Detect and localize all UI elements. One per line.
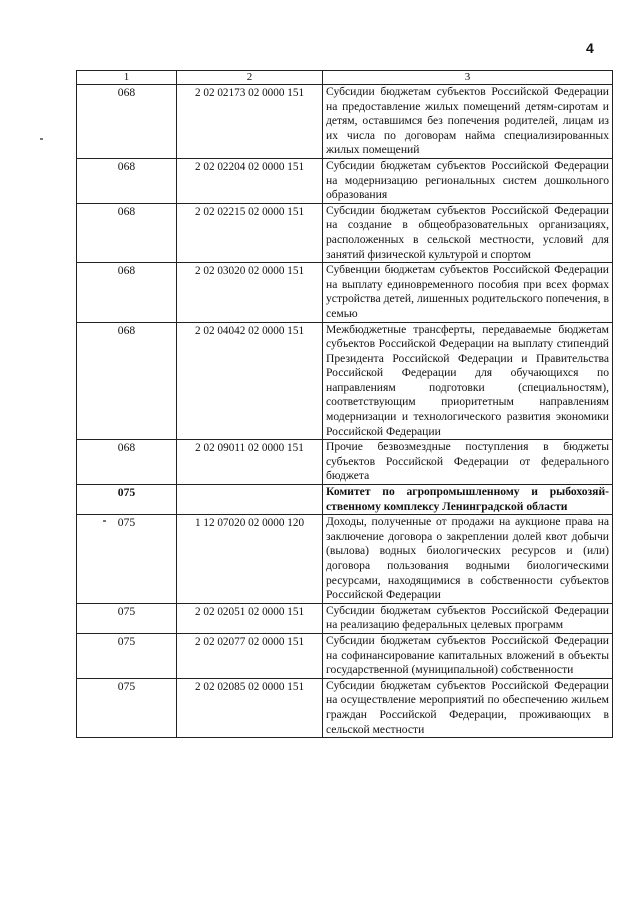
revenue-code-cell xyxy=(177,485,323,515)
admin-code-cell: 068 xyxy=(77,263,177,322)
table-row xyxy=(77,678,613,737)
revenue-description-cell: Субсидии бюджетам субъектов Российской Федерации на софинансирование капитальных вложений в объекты государственной (муниципальной) собственности xyxy=(323,633,613,678)
admin-code-cell: 075 xyxy=(77,678,177,737)
revenue-description-cell: Субвенции бюджетам субъектов Российской Федерации на выплату единовременного пособия при всех формах устройства детей, лишенных родительского попечения, в семью xyxy=(323,263,613,322)
admin-code-cell: 068 xyxy=(77,158,177,203)
column-header-3: 3 xyxy=(323,71,613,85)
table-row xyxy=(77,485,613,515)
revenue-description-cell: Субсидии бюджетам субъектов Российской Федерации на осуществление мероприятий по обеспечению жильем граждан Российской Федерации, проживающих в сельской местности xyxy=(323,678,613,737)
margin-mark xyxy=(103,520,106,522)
admin-code-cell: 068 xyxy=(77,322,177,440)
revenue-description-cell: Субсидии бюджетам субъектов Российской Федерации на реализацию федеральных целевых программ xyxy=(323,603,613,633)
margin-mark xyxy=(40,138,43,140)
revenue-code-cell: 2 02 02215 02 0000 151 xyxy=(177,203,323,262)
revenue-code-cell: 2 02 02077 02 0000 151 xyxy=(177,633,323,678)
admin-code-cell: 075 xyxy=(77,485,177,515)
admin-code-cell: 075 xyxy=(77,515,177,604)
table-row xyxy=(77,322,613,440)
revenue-description-cell: Субсидии бюджетам субъектов Российской Федерации на модернизацию региональных систем дошкольного образования xyxy=(323,158,613,203)
revenue-description-cell: Субсидии бюджетам субъектов Российской Федерации на создание в общеобразовательных организациях, расположенных в сельской местности, условий для занятий физической культурой и спортом xyxy=(323,203,613,262)
revenue-description-cell: Доходы, полученные от продажи на аукционе права на заключение договора о закреплении долей квот добычи (вылова) водных биологических ресурсов и (или) договора пользования водными биологическими ресурсами, находящимися в собственности субъектов Российской Федерации xyxy=(323,515,613,604)
revenue-code-cell: 2 02 02204 02 0000 151 xyxy=(177,158,323,203)
revenue-code-cell: 2 02 02085 02 0000 151 xyxy=(177,678,323,737)
table-row xyxy=(77,603,613,633)
table-row xyxy=(77,263,613,322)
page-number: 4 xyxy=(586,40,594,56)
revenue-code-cell: 2 02 04042 02 0000 151 xyxy=(177,322,323,440)
table-row xyxy=(77,633,613,678)
revenue-description-cell: Прочие безвозмездные поступления в бюджеты субъектов Российской Федерации от федерального бюджета xyxy=(323,440,613,485)
admin-code-cell: 075 xyxy=(77,603,177,633)
revenue-codes-table xyxy=(76,70,613,738)
table-row xyxy=(77,203,613,262)
table-header xyxy=(77,71,613,85)
revenue-code-cell: 2 02 02051 02 0000 151 xyxy=(177,603,323,633)
table-row xyxy=(77,158,613,203)
table-row xyxy=(77,515,613,604)
revenue-description-cell: Комитет по агропромышленному и рыбохозяй-ственному комплексу Ленинградской области xyxy=(323,485,613,515)
revenue-code-cell: 2 02 02173 02 0000 151 xyxy=(177,85,323,159)
table-body xyxy=(77,85,613,738)
revenue-description-cell: Субсидии бюджетам субъектов Российской Федерации на предоставление жилых помещений детям-сиротам и детям, оставшимся без попечения родителей, лицам из их числа по договорам найма специализированных жилых помещений xyxy=(323,85,613,159)
revenue-code-cell: 1 12 07020 02 0000 120 xyxy=(177,515,323,604)
table-row xyxy=(77,440,613,485)
admin-code-cell: 068 xyxy=(77,440,177,485)
admin-code-cell: 068 xyxy=(77,203,177,262)
table-row xyxy=(77,85,613,159)
admin-code-cell: 075 xyxy=(77,633,177,678)
revenue-description-cell: Межбюджетные трансферты, передаваемые бюджетам субъектов Российской Федерации на выплату стипендий Президента Российской Федерации и Правительства Российской Федерации для обучающихся по направлениям подготовки (специальностям), соответствующим приоритетным направлениям модернизации и технологического развития экономики Российской Федерации xyxy=(323,322,613,440)
column-header-2: 2 xyxy=(177,71,323,85)
admin-code-cell: 068 xyxy=(77,85,177,159)
revenue-code-cell: 2 02 03020 02 0000 151 xyxy=(177,263,323,322)
column-header-1: 1 xyxy=(77,71,177,85)
revenue-code-cell: 2 02 09011 02 0000 151 xyxy=(177,440,323,485)
